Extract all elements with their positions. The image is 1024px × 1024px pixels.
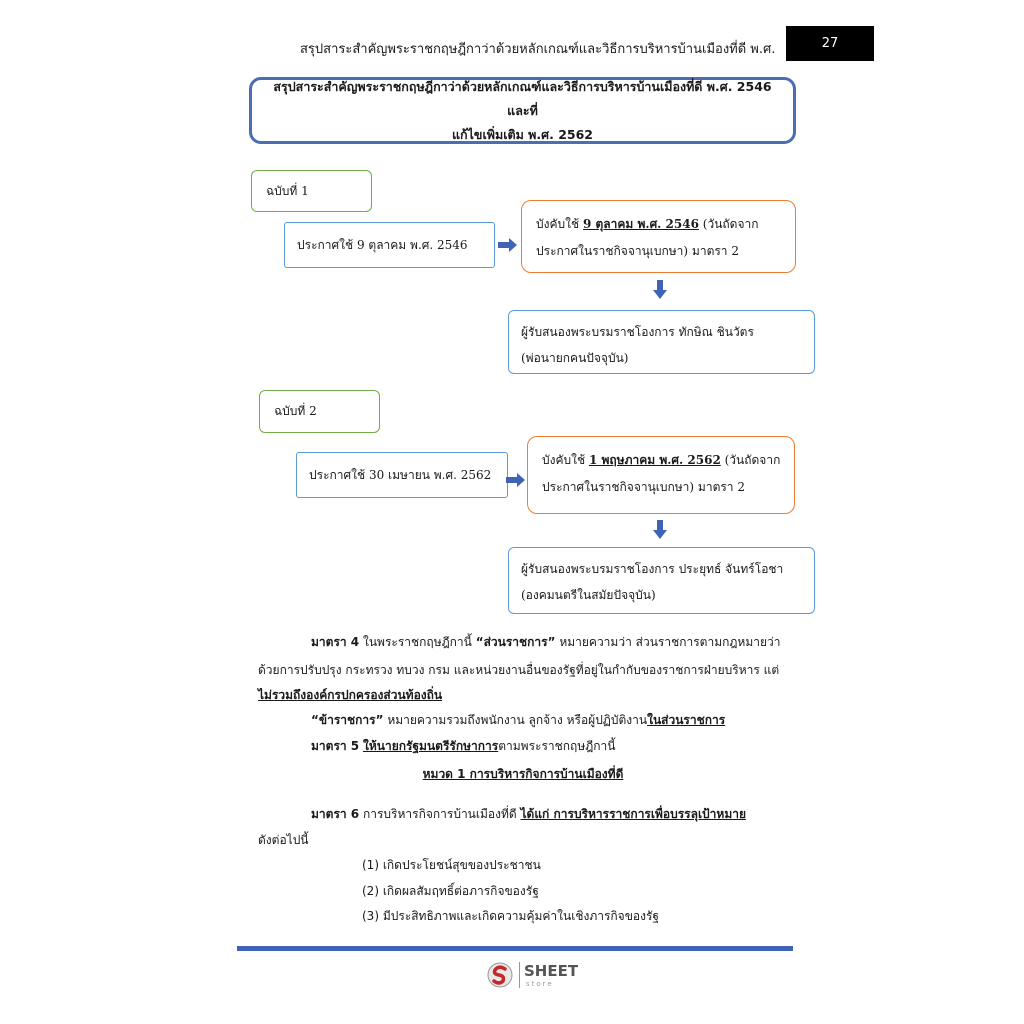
section-4-line-3: ไม่รวมถึงองค์กรปกครองส่วนท้องถิ่น (258, 688, 443, 702)
edition-2-signatory (508, 547, 815, 614)
enforce-prefix: บังคับใช้ (536, 217, 583, 231)
down-arrow-icon (652, 520, 668, 540)
right-arrow-icon (498, 237, 518, 253)
text: หมายความว่า ส่วนราชการตามกฎหมายว่า (555, 635, 781, 649)
logo-subtext: store (526, 980, 554, 988)
enforce-line-2: ประกาศในราชกิจจานุเบกษา) มาตรา 2 (536, 244, 739, 258)
enforce-suffix: (วันถัดจาก (720, 453, 781, 467)
title-box (249, 77, 796, 144)
edition-2-enforce (527, 436, 795, 514)
edition-2-announce: ประกาศใช้ 30 เมษายน พ.ศ. 2562 (296, 452, 508, 498)
enforce-line-2: ประกาศในราชกิจจานุเบกษา) มาตรา 2 (542, 480, 745, 494)
section-5 (311, 737, 616, 756)
officer-definition (311, 711, 725, 730)
text: การบริหารกิจการบ้านเมืองที่ดี (359, 807, 521, 821)
edition-1-enforce (521, 200, 796, 273)
page-number: 27 (786, 26, 874, 61)
signatory-line-2: (พ่อนายกคนปัจจุบัน) (521, 351, 629, 365)
signatory-line-1: ผู้รับสนองพระบรมราชโองการ ประยุทธ์ จันทร์โอชา (521, 562, 784, 576)
list-item: (3) มีประสิทธิภาพและเกิดความคุ้มค่าในเชิงภารกิจของรัฐ (362, 909, 660, 923)
underlined-text: ให้นายกรัฐมนตรีรักษาการ (362, 739, 499, 753)
chapter-heading: หมวด 1 การบริหารกิจการบ้านเมืองที่ดี (422, 767, 624, 781)
enforce-date: 1 พฤษภาคม พ.ศ. 2562 (588, 453, 721, 467)
section-6-line-1 (311, 805, 746, 824)
sheet-store-logo (486, 960, 586, 990)
logo-divider (519, 962, 520, 988)
text: ตามพระราชกฤษฎีกานี้ (498, 739, 616, 753)
underlined-text: ในส่วนราชการ (647, 713, 726, 727)
running-header: สรุปสาระสำคัญพระราชกฤษฎีกาว่าด้วยหลักเกณฑ์และวิธีการบริหารบ้านเมืองที่ดี พ.ศ. (300, 42, 776, 57)
section-label: มาตรา 4 (311, 635, 360, 649)
section-6-line-2: ดังต่อไปนี้ (258, 833, 309, 847)
section-label: มาตรา 5 (311, 739, 360, 753)
enforce-date: 9 ตุลาคม พ.ศ. 2546 (582, 217, 699, 231)
defined-term: “ส่วนราชการ” (475, 635, 556, 649)
text: หมายความรวมถึงพนักงาน ลูกจ้าง หรือผู้ปฏิบัติงาน (383, 713, 648, 727)
defined-term: “ข้าราชการ” (311, 713, 384, 727)
edition-1-announce: ประกาศใช้ 9 ตุลาคม พ.ศ. 2546 (284, 222, 495, 268)
section-4-line-1 (311, 633, 781, 652)
logo-text: SHEET (524, 962, 579, 980)
edition-2-label: ฉบับที่ 2 (259, 390, 380, 433)
right-arrow-icon (506, 472, 526, 488)
list-item: (1) เกิดประโยชน์สุขของประชาชน (362, 858, 541, 872)
edition-1-label: ฉบับที่ 1 (251, 170, 372, 212)
text: ในพระราชกฤษฎีกานี้ (359, 635, 476, 649)
signatory-line-1: ผู้รับสนองพระบรมราชโองการ ทักษิณ ชินวัตร (521, 325, 754, 339)
edition-1-signatory (508, 310, 815, 374)
enforce-suffix: (วันถัดจาก (698, 217, 759, 231)
list-item: (2) เกิดผลสัมฤทธิ์ต่อภารกิจของรัฐ (362, 884, 539, 898)
signatory-line-2: (องคมนตรีในสมัยปัจจุบัน) (521, 588, 656, 602)
footer-bar (237, 946, 793, 951)
section-label: มาตรา 6 (311, 807, 360, 821)
logo-s-icon (486, 960, 516, 990)
title-line-2: แก้ไขเพิ่มเติม พ.ศ. 2562 (451, 126, 593, 142)
down-arrow-icon (652, 280, 668, 300)
enforce-prefix: บังคับใช้ (542, 453, 589, 467)
title-line-1: สรุปสาระสำคัญพระราชกฤษฎีกาว่าด้วยหลักเกณฑ์และวิธีการบริหารบ้านเมืองที่ดี พ.ศ. 2546 และที่ (273, 78, 772, 118)
underlined-text: ได้แก่ การบริหารราชการเพื่อบรรลุเป้าหมาย (520, 807, 746, 821)
section-4-line-2: ด้วยการปรับปรุง กระทรวง ทบวง กรม และหน่วยงานอื่นของรัฐที่อยู่ในกำกับของราชการฝ่ายบริหาร แต่ (258, 663, 780, 677)
